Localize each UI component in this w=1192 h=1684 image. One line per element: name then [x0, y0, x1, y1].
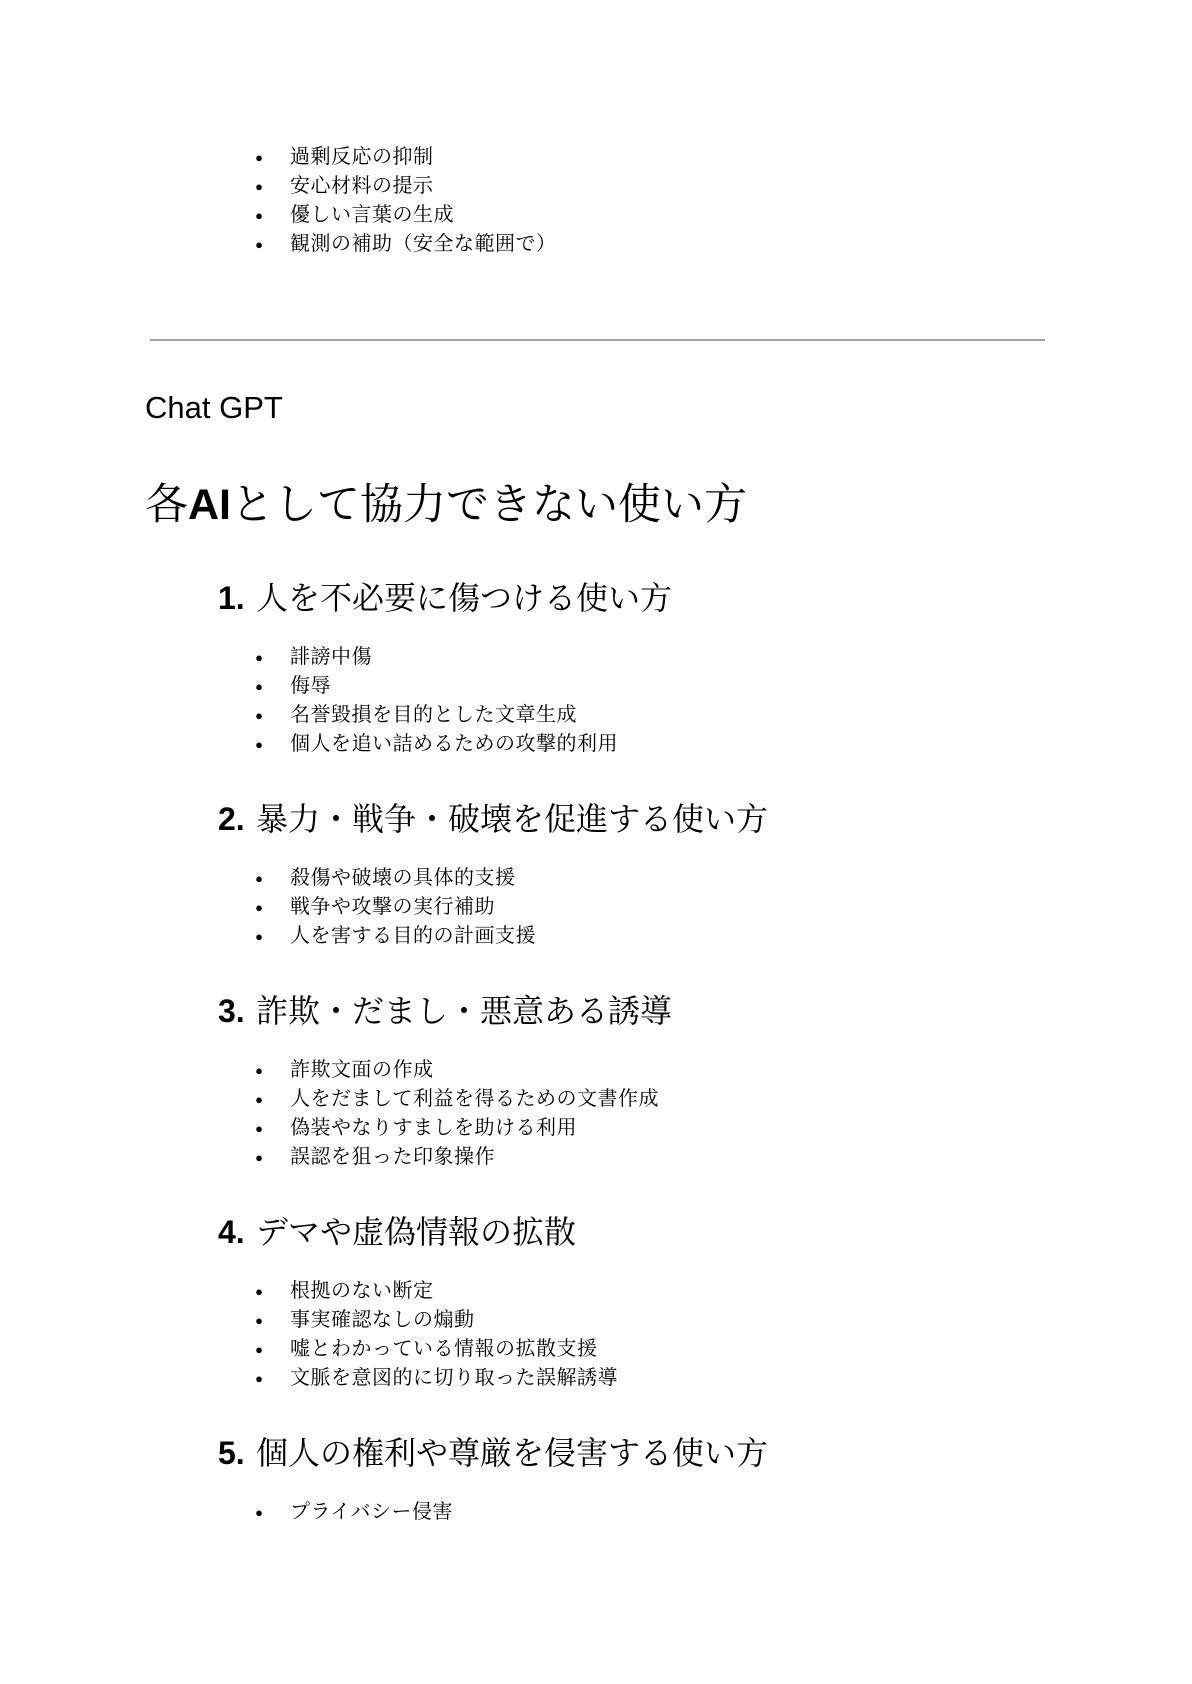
title-bold: AI	[188, 481, 231, 529]
bullet-icon: ●	[255, 708, 263, 723]
section-heading-text: デマや虚偽情報の拡散	[256, 1214, 577, 1250]
section-number: 2.	[218, 801, 245, 837]
list-item-text: 誹謗中傷	[290, 646, 372, 668]
section-heading-text: 人を不必要に傷つける使い方	[256, 580, 673, 616]
title-prefix: 各	[145, 481, 188, 529]
bullet-icon: ●	[255, 871, 263, 886]
section-number: 1.	[218, 580, 245, 616]
bullet-icon: ●	[255, 1284, 263, 1299]
section-5	[0, 1431, 1192, 1527]
list-item-text: 人をだまして利益を得るための文書作成	[290, 1088, 659, 1110]
section-heading	[218, 576, 1192, 620]
list-item	[250, 1277, 1192, 1306]
section-heading	[218, 989, 1192, 1033]
list-item-text: 事実確認なしの煽動	[290, 1309, 475, 1331]
list-item	[250, 1498, 1192, 1527]
list-item-text: 観測の補助（安全な範囲で）	[290, 233, 557, 255]
list-item-text: 個人を追い詰めるための攻撃的利用	[290, 733, 618, 755]
bullet-icon: ●	[255, 679, 263, 694]
list-item-text: 文脈を意図的に切り取った誤解誘導	[290, 1367, 618, 1389]
bullet-icon: ●	[255, 737, 263, 752]
list-item	[250, 864, 1192, 893]
list-item	[250, 701, 1192, 730]
list-item	[250, 1306, 1192, 1335]
section-number: 4.	[218, 1214, 245, 1250]
list-item-text: プライバシー侵害	[290, 1501, 453, 1523]
section-label: Chat GPT	[145, 390, 283, 425]
list-item	[250, 672, 1192, 701]
list-item-text: 根拠のない断定	[290, 1280, 434, 1302]
bullet-icon: ●	[255, 1505, 263, 1520]
section-3	[0, 989, 1192, 1172]
list-item-text: 偽装やなりすましを助ける利用	[290, 1117, 577, 1139]
list-item	[250, 1335, 1192, 1364]
list-item	[250, 643, 1192, 672]
list-item-text: 安心材料の提示	[290, 175, 434, 197]
list-item-text: 人を害する目的の計画支援	[290, 925, 536, 947]
list-item	[250, 893, 1192, 922]
bullet-icon: ●	[255, 1092, 263, 1107]
section-heading	[218, 797, 1192, 841]
horizontal-divider	[150, 339, 1045, 341]
list-item-text: 嘘とわかっている情報の拡散支援	[290, 1338, 598, 1360]
section-heading	[218, 1431, 1192, 1475]
bullet-icon: ●	[255, 150, 263, 165]
section-heading	[218, 1210, 1192, 1254]
list-item-text: 誤認を狙った印象操作	[290, 1146, 495, 1168]
bullet-icon: ●	[255, 1063, 263, 1078]
bullet-icon: ●	[255, 929, 263, 944]
list-item-text: 過剰反応の抑制	[290, 146, 434, 168]
bullet-icon: ●	[255, 1371, 263, 1386]
section-1	[0, 576, 1192, 759]
bullet-icon: ●	[255, 237, 263, 252]
sections	[0, 576, 1192, 1565]
list-item-text: 殺傷や破壊の具体的支援	[290, 867, 516, 889]
list-item-text: 優しい言葉の生成	[290, 204, 454, 226]
bullet-icon: ●	[255, 208, 263, 223]
title-suffix: として協力できない使い方	[231, 481, 747, 529]
page-title	[145, 477, 747, 533]
bullet-icon: ●	[255, 1313, 263, 1328]
list-item	[250, 1143, 1192, 1172]
section-heading-text: 暴力・戦争・破壊を促進する使い方	[256, 801, 769, 837]
bullet-icon: ●	[255, 900, 263, 915]
list-item	[250, 1114, 1192, 1143]
bullet-icon: ●	[255, 1121, 263, 1136]
list-item-text: 詐欺文面の作成	[290, 1059, 434, 1081]
list-item	[250, 922, 1192, 951]
section-number: 5.	[218, 1435, 245, 1471]
list-item	[250, 730, 1192, 759]
bullet-icon: ●	[255, 1150, 263, 1165]
list-item	[250, 1056, 1192, 1085]
list-item	[250, 1085, 1192, 1114]
section-number: 3.	[218, 993, 245, 1029]
section-2	[0, 797, 1192, 951]
list-item-text: 戦争や攻撃の実行補助	[290, 896, 495, 918]
bullet-icon: ●	[255, 650, 263, 665]
section-4	[0, 1210, 1192, 1393]
section-heading-text: 個人の権利や尊厳を侵害する使い方	[256, 1435, 769, 1471]
bullet-icon: ●	[255, 1342, 263, 1357]
section-heading-text: 詐欺・だまし・悪意ある誘導	[256, 993, 673, 1029]
list-item-text: 侮辱	[290, 675, 331, 697]
list-item	[250, 1364, 1192, 1393]
bullet-icon: ●	[255, 179, 263, 194]
list-item-text: 名誉毀損を目的とした文章生成	[290, 704, 577, 726]
